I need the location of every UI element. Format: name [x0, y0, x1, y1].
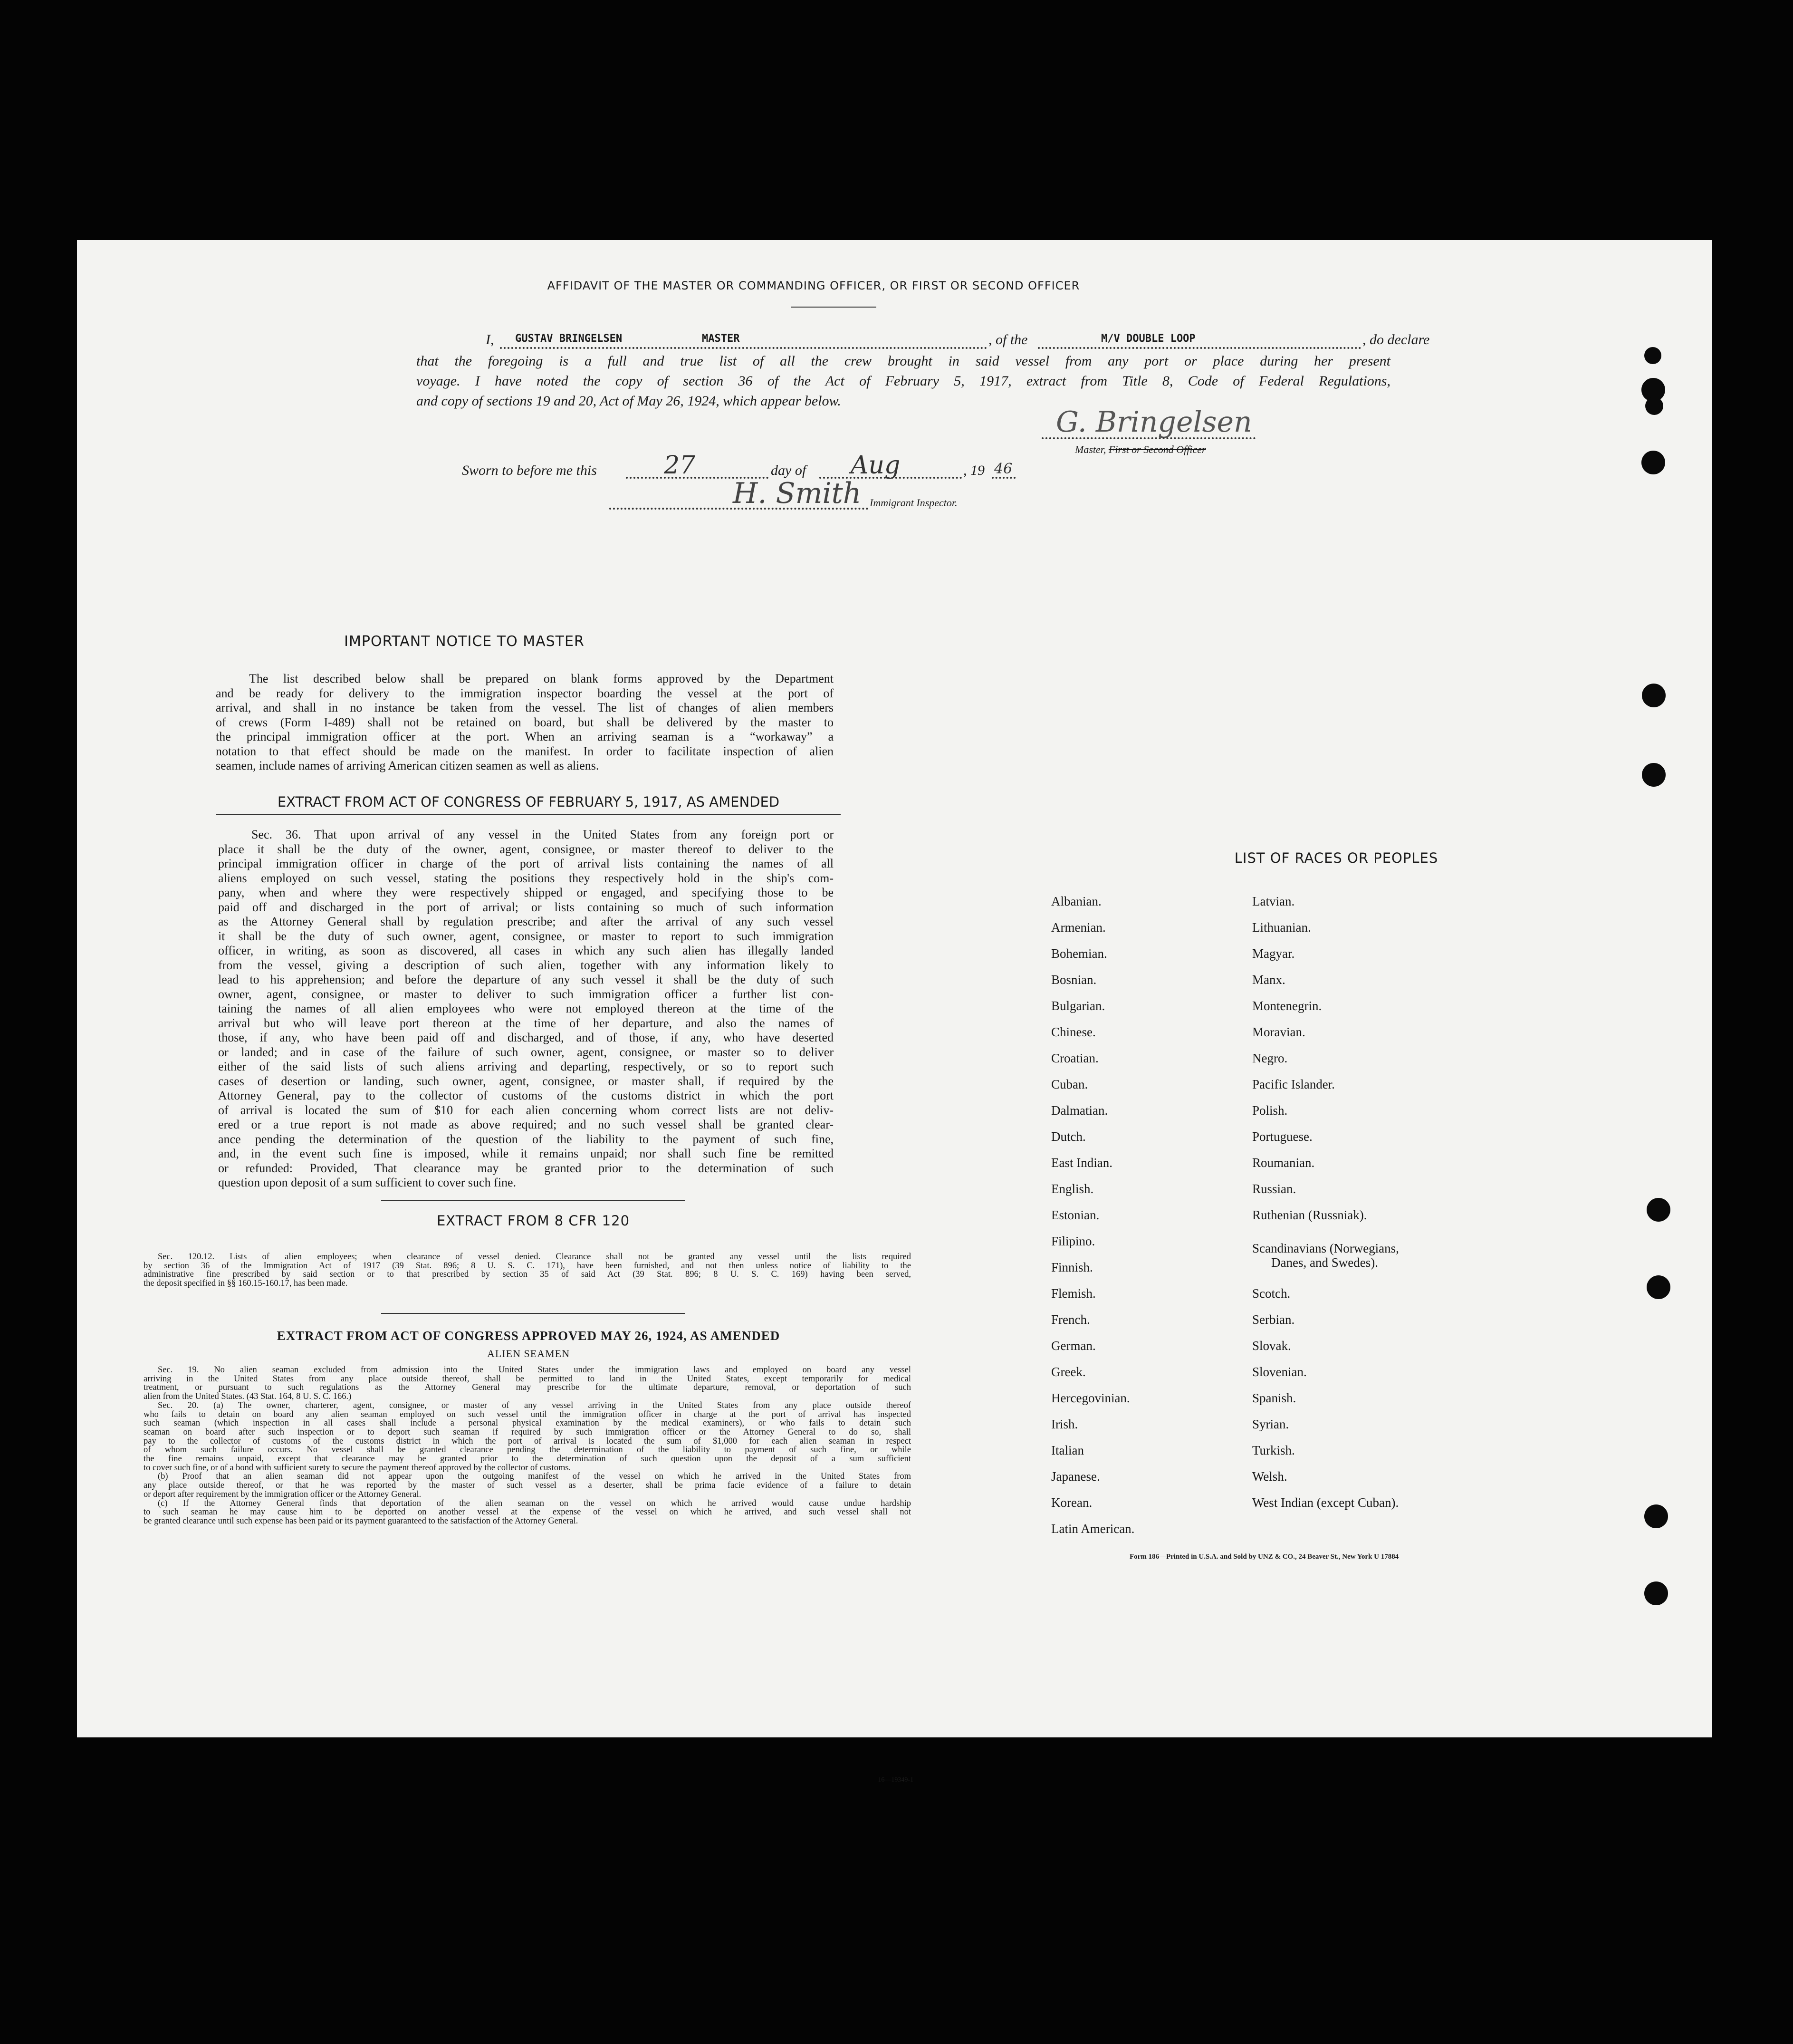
section-36-line: Attorney General, pay to the collector of customs of the customs district in which the port: [218, 1089, 834, 1102]
section-36-line: question upon deposit of a sum sufficient to cover such fine.: [218, 1176, 517, 1189]
extract-1924-subtitle: ALIEN SEAMEN: [487, 1348, 570, 1359]
signature-blank: [1042, 437, 1256, 439]
race-item: East Indian.: [1051, 1156, 1112, 1170]
section-36-line: ered or a true report is not made as above required; and no such vessel shall be granted clear-: [218, 1118, 834, 1131]
declarant-name: GUSTAV BRINGELSEN: [515, 333, 623, 345]
year-prefix: , 19: [963, 463, 985, 478]
race-item: Hercegovinian.: [1051, 1391, 1130, 1405]
section-36-line: taining the names of all alien employees who were not employed thereon at the time of the: [218, 1002, 834, 1015]
race-item: Serbian.: [1252, 1312, 1295, 1327]
race-item: Croatian.: [1051, 1051, 1099, 1065]
of-the-label: , of the: [988, 332, 1028, 347]
race-item: Korean.: [1051, 1495, 1093, 1510]
form-code: 16—19349-1: [878, 1776, 913, 1784]
master-label: Master,: [1075, 444, 1106, 455]
race-item-continuation: Danes, and Swedes).: [1271, 1255, 1378, 1270]
notice-line: of crews (Form I-489) shall not be retained on board, but shall be delivered by the master to: [216, 715, 834, 729]
race-item: Bulgarian.: [1051, 999, 1105, 1013]
section-20b-line: (b) Proof that an alien seaman did not appear upon the outgoing manifest of the vessel on which he arrived in the United States from: [158, 1472, 911, 1482]
race-item: Filipino.: [1051, 1234, 1095, 1248]
notice-line: the principal immigration officer at the port. When an arriving seaman is a “workaway” a: [216, 730, 834, 743]
section-36-line: those, if any, who have been paid off and discharged, and of those, if any, who have deserted: [218, 1031, 834, 1044]
race-item: Dalmatian.: [1051, 1103, 1108, 1118]
extract-1917-body: [218, 828, 834, 1190]
printer-note: Form 186—Printed in U.S.A. and Sold by UNZ & CO., 24 Beaver St., New York U 17884: [1130, 1553, 1399, 1561]
title-rule: [791, 307, 876, 308]
notice-title: IMPORTANT NOTICE TO MASTER: [344, 633, 585, 650]
section-19-line: arriving in the United States from any place outside thereof, shall be permitted to land in the United States, except temporarily for medical: [144, 1374, 911, 1384]
punch-hole: [1645, 397, 1663, 415]
section-20c-line: (c) If the Attorney General finds that deportation of the alien seaman on the vessel on which he arrived would cause undue hardship: [158, 1498, 911, 1508]
section-20c-line: to such seaman he may cause him to be deported on another vessel at the expense of the vessel on which he arrived, and such vessel shall not: [144, 1507, 911, 1517]
cfr-line: the deposit specified in §§ 160.15-160.17, has been made.: [144, 1279, 348, 1289]
do-declare-label: , do declare: [1362, 332, 1430, 347]
race-item: West Indian (except Cuban).: [1252, 1495, 1399, 1510]
race-item: Turkish.: [1252, 1443, 1295, 1457]
section-19-line: alien from the United States. (43 Stat. 164, 8 U. S. C. 166.): [144, 1392, 352, 1402]
vessel-name: M/V DOUBLE LOOP: [1101, 333, 1196, 345]
section-36-line: or landed; and in case of the failure of such owner, agent, consignee, or master so to deliver: [218, 1045, 834, 1059]
notice-line: and be ready for delivery to the immigration inspector boarding the vessel at the port of: [216, 686, 834, 700]
notice-line: arrival, and shall in no instance be taken from the vessel. The list of changes of alien members: [216, 701, 834, 714]
race-item: Syrian.: [1252, 1417, 1289, 1431]
punch-hole: [1642, 684, 1666, 707]
section-36-line: pany, when and where they were respectively shipped or engaged, and specifying those to be: [218, 886, 834, 899]
name-blank: [500, 347, 987, 349]
affidavit-title: AFFIDAVIT OF THE MASTER OR COMMANDING OFFICER, OR FIRST OR SECOND OFFICER: [547, 279, 1080, 292]
race-item: Montenegrin.: [1252, 999, 1322, 1013]
race-item: Polish.: [1252, 1103, 1288, 1118]
punch-hole: [1647, 1275, 1670, 1299]
race-item: Portuguese.: [1252, 1129, 1313, 1144]
race-item: Scotch.: [1252, 1286, 1291, 1301]
race-item: Pacific Islander.: [1252, 1077, 1335, 1091]
notice-line: seamen, include names of arriving American citizen seamen as well as aliens.: [216, 759, 599, 772]
notice-body: [216, 672, 834, 773]
section-20c-line: be granted clearance until such expense has been paid or its payment guaranteed to the satisfaction of the Attorney General.: [144, 1516, 578, 1526]
race-item: French.: [1051, 1312, 1090, 1327]
race-item: Dutch.: [1051, 1129, 1086, 1144]
day-value: 27: [664, 451, 696, 480]
race-item: Bosnian.: [1051, 973, 1097, 987]
race-item: Russian.: [1252, 1182, 1296, 1196]
section-20-line: Sec. 20. (a) The owner, charterer, agent, consignee, or master of any vessel arriving in the United States from any place outside thereof: [158, 1400, 911, 1410]
section-20-line: the fine remains unpaid, except that clearance may be granted prior to the determination of such question upon the deposit of a sum sufficient: [144, 1454, 911, 1464]
extract-1924-body: [144, 1366, 911, 1526]
extract-1917-rule: [216, 814, 841, 815]
race-item: Cuban.: [1051, 1077, 1088, 1091]
inspector-signature: H. Smith: [733, 477, 862, 510]
section-36-line: cases of desertion or landing, such owner, agent, consignee, or master shall, if required by the: [218, 1074, 834, 1088]
declaration-line-2: that the foregoing is a full and true list of all the crew brought in said vessel from any port or place during her present: [416, 353, 1390, 369]
inspector-blank: [609, 508, 868, 510]
race-item: Italian: [1051, 1443, 1084, 1457]
section-36-line: of arrival is located the sum of $10 for each alien concerning whom correct lists are not deliv-: [218, 1103, 834, 1117]
punch-hole: [1644, 1581, 1668, 1605]
section-36-line: principal immigration officer in charge of the port of arrival lists containing the names of all: [218, 857, 834, 870]
section-36-line: owner, agent, consignee, or master to deliver to such immigration officer a further list con-: [218, 987, 834, 1001]
section-20-line: seaman on board after such inspection or to deport such seaman if required by such immigration officer or the Attorney General to do so, shall: [144, 1427, 911, 1437]
vessel-blank: [1038, 347, 1361, 349]
section-20-line: pay to the collector of customs of the customs district in which the port of arrival is located the sum of $1,000 for each alien seaman in respect: [144, 1436, 911, 1446]
race-item: Chinese.: [1051, 1025, 1096, 1039]
section-36-line: officer, in writing, as soon as discovered, all cases in which any such alien has illegally landed: [218, 944, 834, 957]
document-page: [77, 240, 1712, 1784]
section-20b-line: any place outside thereof, or that he was reported by the master of such vessel as a deserter, shall be prima facie evidence of a failure to detain: [144, 1481, 911, 1491]
race-item: Spanish.: [1252, 1391, 1296, 1405]
section-36-line: or refunded: Provided, That clearance may be granted prior to the determination of such: [218, 1161, 834, 1175]
race-item: Slovenian.: [1252, 1365, 1307, 1379]
section-36-line: it shall be the duty of such owner, agent, consignee, or master to report to such immigration: [218, 929, 834, 943]
section-36-line: place it shall be the duty of the owner, agent, consignee, or master thereof to deliver to the: [218, 842, 834, 856]
punch-hole: [1642, 763, 1666, 787]
section-20-line: who fails to detain on board any alien seaman employed on such vessel until the immigration officer in charge at the port of arrival has inspected: [144, 1409, 911, 1419]
race-item: Albanian.: [1051, 894, 1102, 908]
race-item: Latin American.: [1051, 1522, 1135, 1536]
section-20-line: to cover such fine, or of a bond with sufficient surety to secure the payment thereof approved by the collector of customs.: [144, 1463, 571, 1473]
race-item: Flemish.: [1051, 1286, 1096, 1301]
section-19-line: Sec. 19. No alien seaman excluded from admission into the United States under the immigration laws and employed on board any vessel: [158, 1365, 911, 1375]
race-item: Latvian.: [1252, 894, 1295, 908]
day-of-label: day of: [771, 463, 806, 478]
race-item: Finnish.: [1051, 1260, 1093, 1274]
section-36-line: as the Attorney General shall by regulation prescribe; and after the arrival of any such vessel: [218, 915, 834, 928]
declaration-line-4: and copy of sections 19 and 20, Act of May 26, 1924, which appear below.: [416, 393, 841, 409]
cfr-line: by section 36 of the Immigration Act of 1917 (39 Stat. 896; 8 U. S. C. 171), have been furnished, and not then unless notice of liability to the: [144, 1261, 911, 1271]
section-19-line: treatment, or pursuant to such regulations as the Attorney General may prescribe for the ultimate departure, removal, or deportation of such: [144, 1383, 911, 1393]
race-item: Welsh.: [1252, 1469, 1287, 1484]
cfr-rule-top: [381, 1200, 685, 1201]
declaration-line-1: [410, 332, 1430, 353]
punch-hole: [1644, 1504, 1668, 1528]
extract-1917-title: EXTRACT FROM ACT OF CONGRESS OF FEBRUARY 5, 1917, AS AMENDED: [277, 794, 780, 810]
race-item: English.: [1051, 1182, 1094, 1196]
race-item: Negro.: [1252, 1051, 1288, 1065]
declaration-line-3: voyage. I have noted the copy of section 36 of the Act of February 5, 1917, extract from Title 8, Code of Federal Regulations,: [416, 373, 1390, 389]
section-20b-line: or deport after requirement by the immigration officer or the Attorney General.: [144, 1489, 422, 1499]
cfr-body: [144, 1253, 911, 1288]
punch-hole: [1647, 1198, 1670, 1222]
inspector-label: Immigrant Inspector.: [870, 497, 958, 509]
race-item: Japanese.: [1051, 1469, 1100, 1484]
race-item: German.: [1051, 1339, 1096, 1353]
race-item: Scandinavians (Norwegians,: [1252, 1241, 1399, 1255]
master-signature: G. Bringelsen: [1056, 405, 1252, 439]
notice-line: notation to that effect should be made on the manifest. In order to facilitate inspection of alien: [216, 744, 834, 758]
race-item: Ruthenian (Russniak).: [1252, 1208, 1367, 1222]
month-value: Aug: [851, 451, 901, 480]
section-36-line: paid off and discharged in the port of arrival; or lists containing so much of such information: [218, 900, 834, 914]
extract-1924-title: EXTRACT FROM ACT OF CONGRESS APPROVED MAY 26, 1924, AS AMENDED: [277, 1329, 780, 1343]
cfr-title: EXTRACT FROM 8 CFR 120: [436, 1213, 630, 1229]
race-item: Manx.: [1252, 973, 1285, 987]
punch-hole: [1641, 451, 1665, 474]
master-officer-label: [1075, 444, 1206, 456]
race-item: Slovak.: [1252, 1339, 1291, 1353]
race-item: Estonian.: [1051, 1208, 1100, 1222]
race-item: Irish.: [1051, 1417, 1078, 1431]
declarant-rank: MASTER: [702, 333, 740, 345]
race-item: Roumanian.: [1252, 1156, 1315, 1170]
section-36-line: lead to his apprehension; and before the departure of any such vessel it shall be the duty of such: [218, 973, 834, 986]
declarant-prefix: I,: [486, 332, 494, 347]
sworn-prefix: Sworn to before me this: [462, 463, 597, 478]
race-item: Lithuanian.: [1252, 920, 1311, 935]
section-36-line: arrival but who will leave port thereon at the time of her departure, and also the names of: [218, 1016, 834, 1030]
race-item: Greek.: [1051, 1365, 1086, 1379]
section-20-line: such seaman (which inspection in all cases shall include a personal physical examination by the medical examiners), or who fails to detain such: [144, 1418, 911, 1428]
cfr-line: administrative fine prescribed by said section or to that prescribed by section 35 of said Act (39 Stat. 896; 8 U. S. C. 169) having been served,: [144, 1270, 911, 1280]
section-36-line: Sec. 36. That upon arrival of any vessel in the United States from any foreign port or: [251, 828, 834, 841]
races-title: LIST OF RACES OR PEOPLES: [1234, 850, 1438, 866]
race-item: Bohemian.: [1051, 946, 1107, 961]
race-item: Armenian.: [1051, 920, 1106, 935]
race-item: Moravian.: [1252, 1025, 1305, 1039]
year-value: 46: [994, 461, 1013, 477]
struck-officer-label: First or Second Officer: [1108, 444, 1206, 455]
section-36-line: ance pending the determination of the question of the liability to the payment of such fine,: [218, 1132, 834, 1146]
section-36-line: either of the said lists of such aliens arriving and departing, respectively, or so to report such: [218, 1060, 834, 1073]
section-36-line: from the vessel, giving a description of such alien, together with any information likely to: [218, 958, 834, 972]
notice-line: The list described below shall be prepared on blank forms approved by the Department: [249, 672, 834, 685]
punch-hole: [1644, 347, 1661, 364]
section-36-line: aliens employed on such vessel, stating the positions they respectively hold in the ship's com-: [218, 871, 834, 885]
section-36-line: and, in the event such fine is imposed, while it remains unpaid; nor shall such fine be remitted: [218, 1147, 834, 1160]
section-20-line: of whom such failure occurs. No vessel shall be granted clearance pending the determination of the liability to payment of such fine, or while: [144, 1445, 911, 1455]
extract-1924-rule: [381, 1313, 685, 1314]
cfr-line: Sec. 120.12. Lists of alien employees; when clearance of vessel denied. Clearance shall not be granted any vessel until the lists required: [158, 1252, 911, 1262]
race-item: Magyar.: [1252, 946, 1295, 961]
